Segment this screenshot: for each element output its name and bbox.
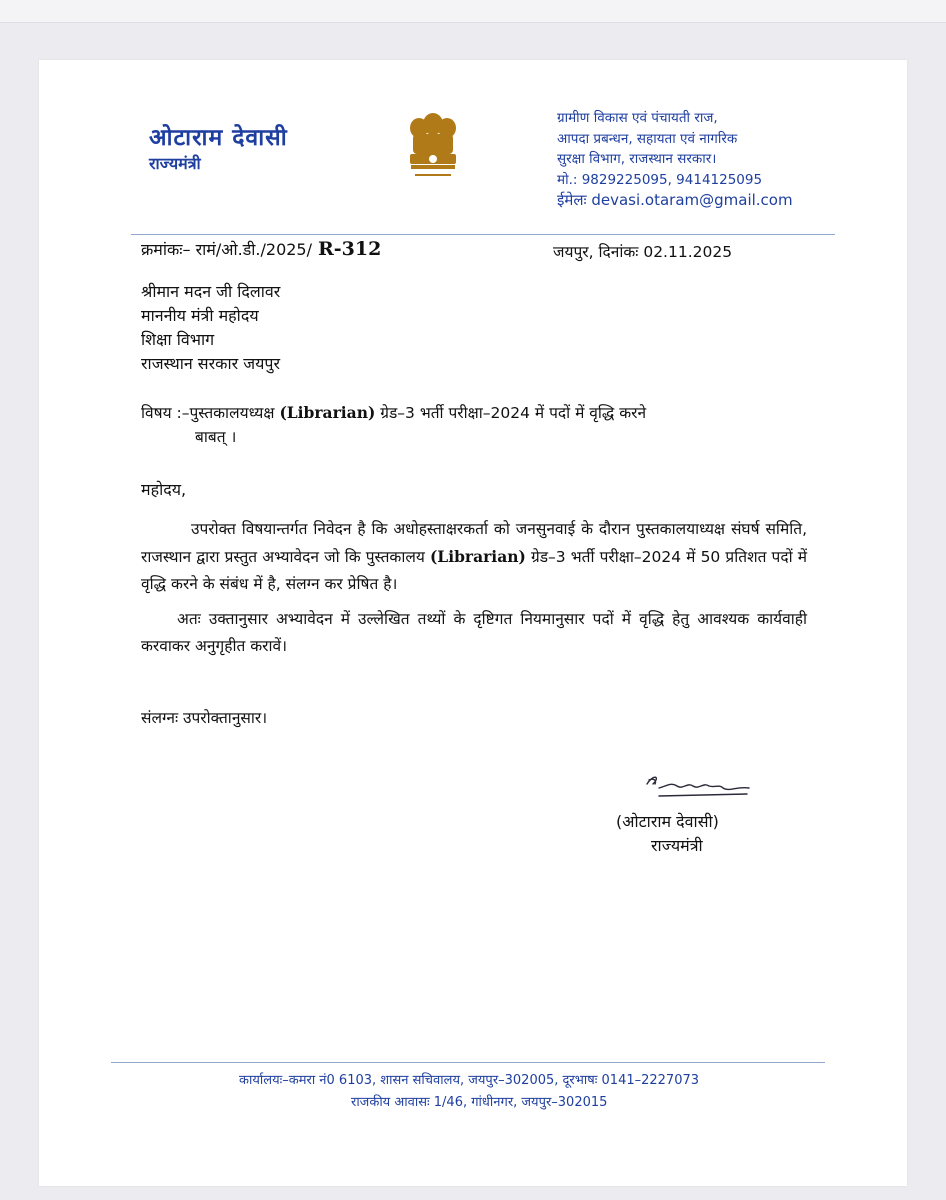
office-address: कार्यालयः–कमरा नं0 6103, शासन सचिवालय, जयपुर–302005, दूरभाषः 0141–2227073 [239, 1073, 700, 1088]
department-line-1: ग्रामीण विकास एवं पंचायती राज, [557, 110, 718, 126]
residence-address: राजकीय आवासः 1/46, गांधीनगर, जयपुर–302015 [351, 1095, 608, 1110]
letter-body [141, 516, 807, 660]
header-divider [131, 234, 835, 235]
date-label: जयपुर, दिनांकः [553, 243, 639, 261]
subject-line-2: बाबत् । [195, 428, 237, 446]
minister-designation: राज्यमंत्री [149, 154, 201, 173]
email-address[interactable]: devasi.otaram@gmail.com [591, 191, 793, 209]
body-p1-part-b: ग्रेड–3 भर्ती परीक्षा–2024 में 50 प्रतिशत पदों में वृद्धि करने के संबंध में है, संलग्न कर प्रेषित है। [141, 548, 807, 593]
department-line-3: सुरक्षा विभाग, राजस्थान सरकार। [557, 151, 717, 167]
reference-code: R-312 [318, 238, 382, 260]
addressee-line-4: राजस्थान सरकार जयपुर [141, 354, 281, 373]
viewer-top-bar [0, 0, 946, 23]
salutation: महोदय, [141, 480, 187, 499]
body-p1-latin: (Librarian) [429, 547, 526, 566]
mobile-numbers: मो.: 9829225095, 9414125095 [557, 171, 763, 188]
handwritten-signature-icon [639, 770, 759, 806]
email-label: ईमेलः [557, 191, 587, 209]
department-line-2: आपदा प्रबन्धन, सहायता एवं नागरिक [557, 130, 738, 147]
reference-number [141, 238, 381, 260]
letter-page [39, 60, 907, 1186]
subject-line [141, 401, 781, 449]
reference-label: क्रमांकः– रामं/ओ.डी./2025/ [141, 240, 312, 259]
department-block [557, 108, 857, 211]
body-paragraph-2: अतः उक्तानुसार अभ्यावेदन में उल्लेखित तथ्यों के दृष्टिगत नियमानुसार पदों में वृद्धि हेतु आवश्यक कार्यवाही करवाकर अनुगृहीत करावें। [141, 610, 807, 655]
letter-date [553, 240, 732, 262]
addressee-block [141, 280, 280, 376]
subject-rest: ग्रेड–3 भर्ती परीक्षा–2024 में पदों में वृद्धि करने [380, 404, 647, 422]
addressee-line-2: माननीय मंत्री महोदय [141, 306, 259, 325]
minister-name: ओटाराम देवासी [149, 125, 288, 151]
body-p1-part-a: उपरोक्त विषयान्तर्गत निवेदन है कि अधोहस्ताक्षरकर्ता को जनसुनवाई के दौरान पुस्तकालयाध्यक्ष संघर्ष समिति, राजस्थान द्वारा प्रस्तुत अभ्यावेदन जो कि पुस्तकालय [141, 520, 807, 566]
addressee-line-1: श्रीमान मदन जी दिलावर [141, 282, 281, 301]
date-value: 02.11.2025 [643, 243, 733, 261]
body-paragraph-1 [141, 516, 807, 598]
subject-prefix: विषय :–पुस्तकालयध्यक्ष [141, 404, 275, 422]
signatory-designation: राज्यमंत्री [651, 836, 703, 855]
enclosure-note: संलग्नः उपरोक्तानुसार। [141, 709, 268, 727]
signatory-name: (ओटाराम देवासी) [616, 812, 719, 831]
subject-latin: (Librarian) [279, 403, 376, 422]
state-emblem-icon [405, 112, 461, 194]
addressee-line-3: शिक्षा विभाग [141, 330, 215, 349]
footer-divider [111, 1062, 825, 1063]
email-line [557, 190, 857, 211]
